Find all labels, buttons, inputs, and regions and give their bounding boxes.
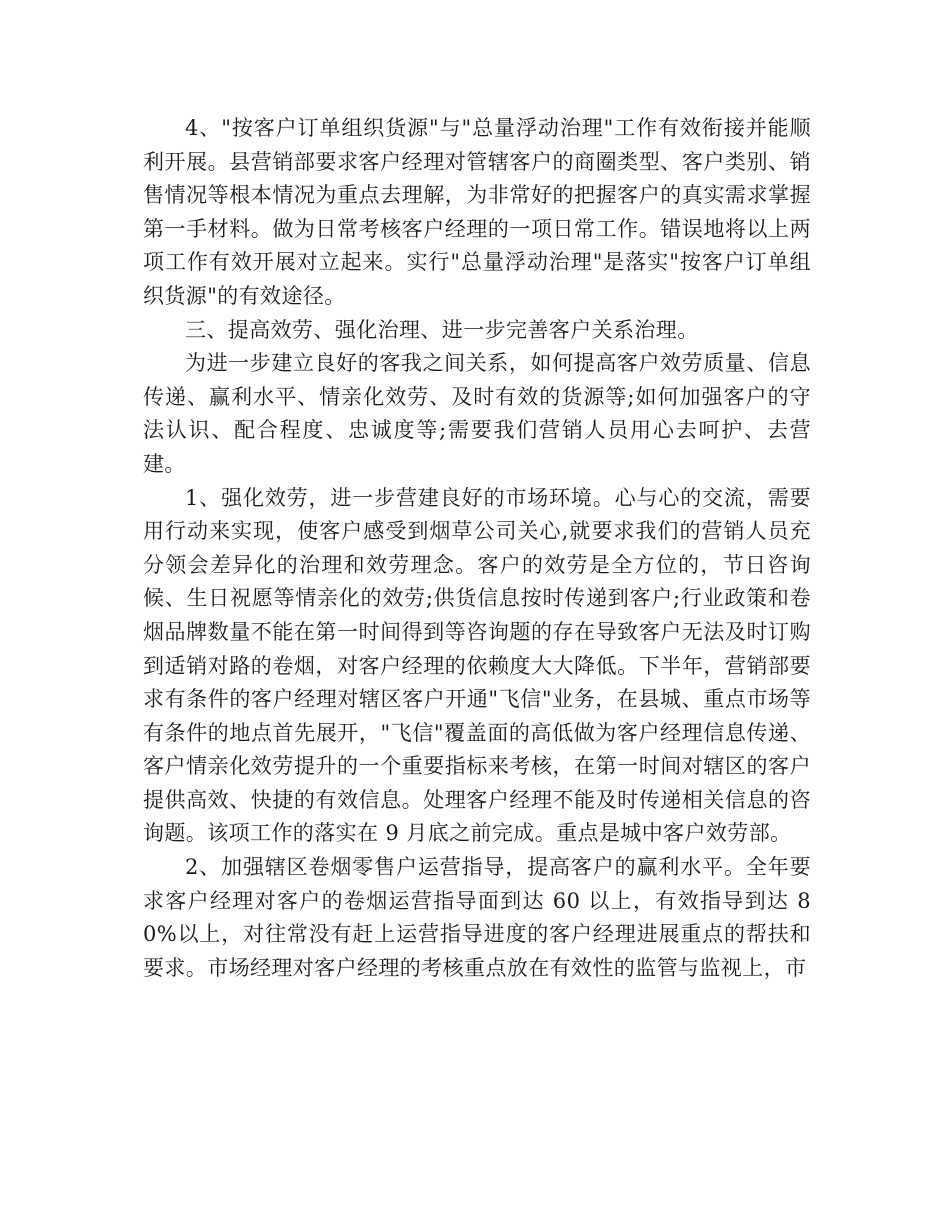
document-body [143,112,811,985]
section-heading-service-management: 三、提高效劳、强化治理、进一步完善客户关系治理。 [185,317,699,342]
paragraph-item-4-order-sourcing: 4、"按客户订单组织货源"与"总量浮动治理"工作有效衔接并能顺利开展。县营销部要求客户经理对管辖客户的商圈类型、客户类别、销售情况等根本情况为重点去理解，为非常好的把握客户的真实需求掌握第一手材料。做为日常考核客户经理的一项日常工作。错误地将以上两项工作有效开展对立起来。实行"总量浮动治理"是落实"按客户订单组织货源"的有效途径。 [143,116,811,308]
paragraph-item-1-strengthen-service: 1、强化效劳，进一步营建良好的市场环境。心与心的交流，需要用行动来实现，使客户感受到烟草公司关心,就要求我们的营销人员充分领会差异化的治理和效劳理念。客户的效劳是全方位的，节日咨询候、生日祝愿等情亲化的效劳;供货信息按时传递到客户;行业政策和卷烟品牌数量不能在第一时间得到等咨询题的存在导致客户无法及时订购到适销对路的卷烟，对客户经理的依赖度大大降低。下半年，营销部要求有条件的客户经理对辖区客户开通"飞信"业务，在县城、重点市场等有条件的地点首先展开，"飞信"覆盖面的高低做为客户经理信息传递、客户情亲化效劳提升的一个重要指标来考核，在第一时间对辖区的客户提供高效、快捷的有效信息。处理客户经理不能及时传递相关信息的咨询题。该项工作的落实在 9 月底之前完成。重点是城中客户效劳部。 [143,485,811,846]
paragraph-customer-relations-intro: 为进一步建立良好的客我之间关系，如何提高客户效劳质量、信息传递、赢利水平、情亲化效劳、及时有效的货源等;如何加强客户的守法认识、配合程度、忠诚度等;需要我们营销人员用心去呵护、去营建。 [143,351,811,476]
paragraph-item-2-operation-guidance: 2、加强辖区卷烟零售户运营指导，提高客户的赢利水平。全年要求客户经理对客户的卷烟运营指导面到达 60 以上，有效指导到达 80%以上，对往常没有赶上运营指导进度的客户经理进展重点的帮扶和要求。市场经理对客户经理的考核重点放在有效性的监管与监视上，市 [143,855,811,980]
